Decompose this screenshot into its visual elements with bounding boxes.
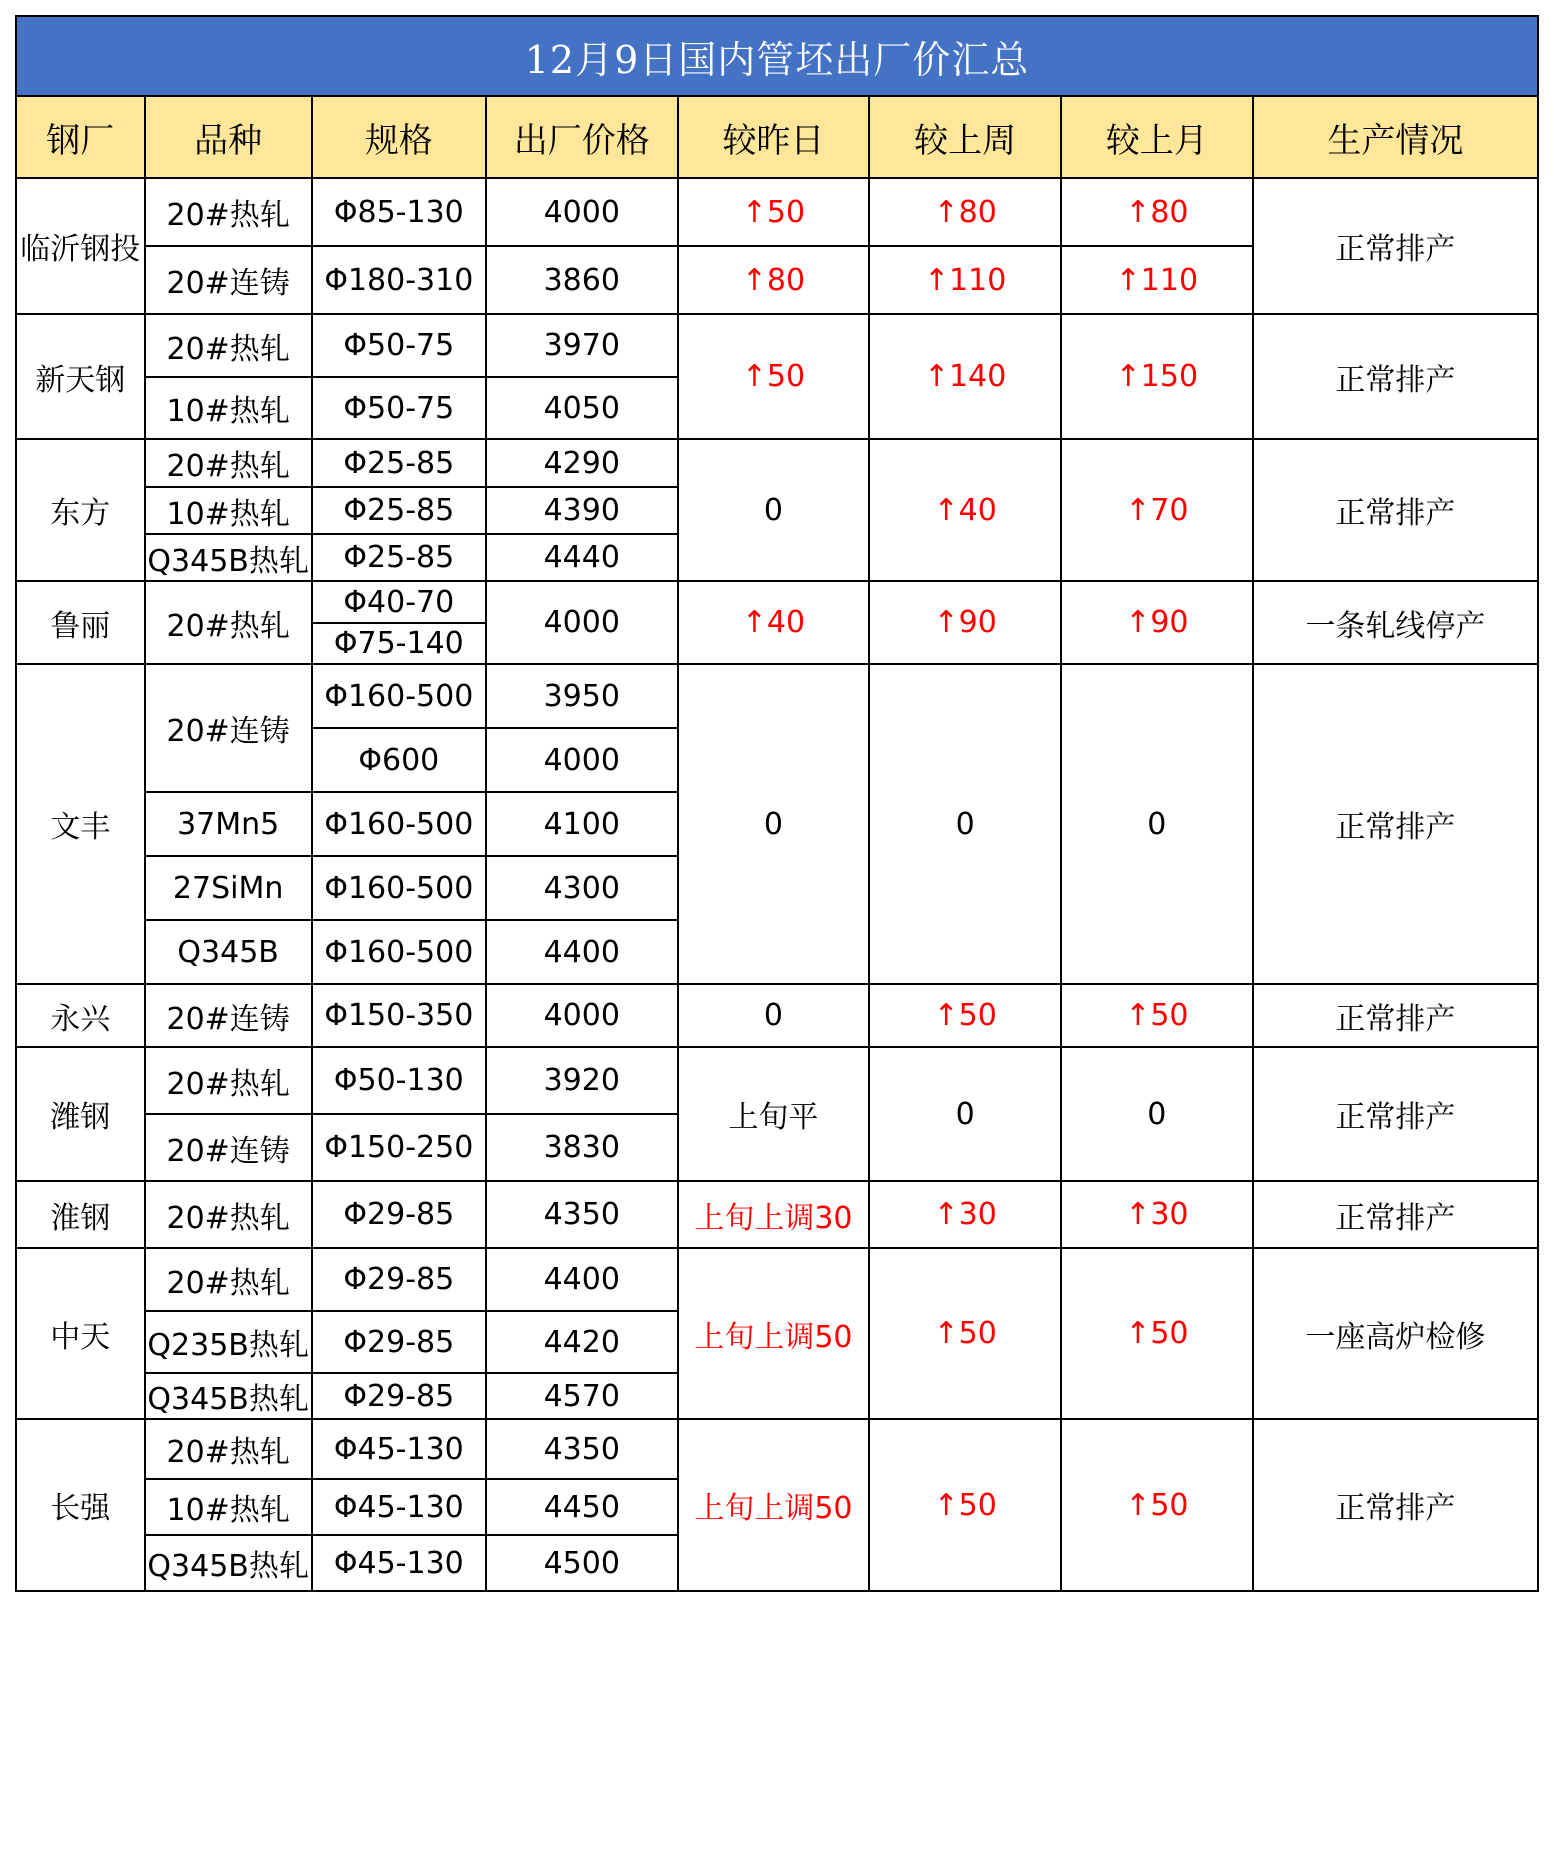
up-arrow-icon: ↑ bbox=[923, 262, 950, 298]
production-status: 正常排产 bbox=[1253, 984, 1538, 1047]
production-status: 一条轧线停产 bbox=[1253, 581, 1538, 664]
production-status: 正常排产 bbox=[1253, 314, 1538, 439]
up-arrow-icon: ↑ bbox=[1125, 998, 1151, 1033]
header-mill: 钢厂 bbox=[16, 96, 145, 178]
change-vs-last-week bbox=[869, 246, 1061, 314]
mill-name: 长强 bbox=[16, 1419, 145, 1591]
change-vs-last-week bbox=[869, 314, 1061, 439]
price-cell: 3970 bbox=[486, 314, 678, 377]
spec-cell: Φ160-500 bbox=[312, 792, 486, 856]
change-vs-yesterday bbox=[678, 439, 870, 581]
price-cell: 4000 bbox=[486, 984, 678, 1047]
change-value: 50 bbox=[766, 359, 806, 394]
table-row bbox=[16, 581, 1538, 623]
change-value: 50 bbox=[958, 1487, 997, 1523]
table-title: 12月9日国内管坯出厂价汇总 bbox=[16, 16, 1538, 96]
price-cell: 4100 bbox=[486, 792, 678, 856]
spec-cell: Φ600 bbox=[312, 728, 486, 792]
spec-cell: Φ50-130 bbox=[312, 1047, 486, 1114]
change-vs-last-month bbox=[1061, 664, 1253, 984]
change-value: 110 bbox=[949, 262, 1007, 298]
table-row bbox=[16, 984, 1538, 1047]
production-status: 正常排产 bbox=[1253, 1047, 1538, 1181]
mill-name: 东方 bbox=[16, 439, 145, 581]
change-vs-last-week bbox=[869, 1419, 1061, 1591]
spec-cell: Φ25-85 bbox=[312, 487, 486, 534]
spec-cell: Φ160-500 bbox=[312, 920, 486, 984]
variety-cell: 10#热轧 bbox=[145, 487, 312, 534]
up-arrow-icon: ↑ bbox=[1125, 605, 1151, 640]
price-cell: 4290 bbox=[486, 439, 678, 487]
header-vs-last-week: 较上周 bbox=[869, 96, 1061, 178]
up-arrow-icon: ↑ bbox=[1125, 1316, 1151, 1351]
change-vs-last-week bbox=[869, 664, 1061, 984]
table-row bbox=[16, 314, 1538, 377]
change-value: 上旬平 bbox=[728, 1100, 819, 1135]
change-value: 40 bbox=[958, 492, 997, 528]
spec-cell: Φ45-130 bbox=[312, 1419, 486, 1479]
spec-cell: Φ29-85 bbox=[312, 1311, 486, 1373]
change-value: 上旬上调50 bbox=[694, 1491, 853, 1526]
mill-name: 新天钢 bbox=[16, 314, 145, 439]
change-value: 80 bbox=[766, 262, 806, 298]
change-value: 上旬上调30 bbox=[694, 1200, 853, 1236]
change-vs-yesterday bbox=[678, 1181, 870, 1248]
spec-cell: Φ150-250 bbox=[312, 1114, 486, 1181]
price-cell: 4000 bbox=[486, 728, 678, 792]
production-status: 正常排产 bbox=[1253, 178, 1538, 314]
change-vs-last-month bbox=[1061, 581, 1253, 664]
change-vs-last-month bbox=[1061, 984, 1253, 1047]
change-vs-last-week bbox=[869, 178, 1061, 246]
change-vs-last-month bbox=[1061, 1047, 1253, 1181]
spec-cell: Φ85-130 bbox=[312, 178, 486, 246]
variety-cell: Q345B热轧 bbox=[145, 1373, 312, 1419]
table-row bbox=[16, 664, 1538, 728]
change-value: 70 bbox=[1150, 492, 1189, 528]
change-vs-yesterday bbox=[678, 1248, 870, 1419]
change-vs-last-month bbox=[1061, 246, 1253, 314]
up-arrow-icon: ↑ bbox=[933, 998, 959, 1033]
up-arrow-icon: ↑ bbox=[1115, 359, 1141, 394]
price-cell: 4440 bbox=[486, 534, 678, 581]
table-row bbox=[16, 1419, 1538, 1479]
price-cell: 3860 bbox=[486, 246, 678, 314]
production-status: 正常排产 bbox=[1253, 664, 1538, 984]
change-vs-yesterday bbox=[678, 581, 870, 664]
change-value: 50 bbox=[958, 1316, 997, 1351]
change-value: 0 bbox=[763, 806, 783, 842]
price-cell: 4400 bbox=[486, 920, 678, 984]
change-vs-yesterday bbox=[678, 314, 870, 439]
change-value: 150 bbox=[1140, 359, 1199, 394]
change-vs-yesterday bbox=[678, 1047, 870, 1181]
spec-cell: Φ45-130 bbox=[312, 1535, 486, 1591]
spec-cell: Φ45-130 bbox=[312, 1479, 486, 1535]
table-row bbox=[16, 439, 1538, 487]
up-arrow-icon: ↑ bbox=[741, 194, 767, 230]
change-value: 30 bbox=[1150, 1197, 1189, 1232]
price-sheet bbox=[15, 15, 1539, 1592]
price-cell: 4570 bbox=[486, 1373, 678, 1419]
spec-cell: Φ25-85 bbox=[312, 534, 486, 581]
mill-name: 临沂钢投 bbox=[16, 178, 145, 314]
up-arrow-icon: ↑ bbox=[741, 605, 767, 640]
variety-cell: 20#热轧 bbox=[145, 178, 312, 246]
table-row bbox=[16, 1047, 1538, 1114]
spec-cell: Φ29-85 bbox=[312, 1248, 486, 1311]
price-cell: 4500 bbox=[486, 1535, 678, 1591]
up-arrow-icon: ↑ bbox=[741, 359, 767, 394]
mill-name: 中天 bbox=[16, 1248, 145, 1419]
variety-cell: 27SiMn bbox=[145, 856, 312, 920]
change-value: 80 bbox=[958, 194, 997, 230]
header-vs-yesterday: 较昨日 bbox=[678, 96, 870, 178]
variety-cell: 20#热轧 bbox=[145, 1248, 312, 1311]
variety-cell: 20#连铸 bbox=[145, 1114, 312, 1181]
spec-cell: Φ160-500 bbox=[312, 664, 486, 728]
price-table bbox=[15, 15, 1539, 1592]
price-cell: 4350 bbox=[486, 1419, 678, 1479]
header-variety: 品种 bbox=[145, 96, 312, 178]
production-status: 正常排产 bbox=[1253, 439, 1538, 581]
price-cell: 3950 bbox=[486, 664, 678, 728]
up-arrow-icon: ↑ bbox=[1125, 1197, 1151, 1232]
change-vs-yesterday bbox=[678, 246, 870, 314]
price-cell: 4390 bbox=[486, 487, 678, 534]
spec-cell: Φ50-75 bbox=[312, 314, 486, 377]
variety-cell: 20#热轧 bbox=[145, 1419, 312, 1479]
price-cell: 4000 bbox=[486, 178, 678, 246]
change-value: 0 bbox=[1147, 1096, 1167, 1132]
change-value: 90 bbox=[958, 605, 997, 640]
variety-cell: 20#热轧 bbox=[145, 581, 312, 664]
up-arrow-icon: ↑ bbox=[933, 1487, 959, 1523]
mill-name: 潍钢 bbox=[16, 1047, 145, 1181]
variety-cell: 37Mn5 bbox=[145, 792, 312, 856]
price-cell: 4450 bbox=[486, 1479, 678, 1535]
change-value: 0 bbox=[763, 492, 783, 528]
variety-cell: Q345B热轧 bbox=[145, 1535, 312, 1591]
price-cell: 4300 bbox=[486, 856, 678, 920]
production-status: 一座高炉检修 bbox=[1253, 1248, 1538, 1419]
variety-cell: 20#热轧 bbox=[145, 1047, 312, 1114]
spec-cell: Φ29-85 bbox=[312, 1373, 486, 1419]
up-arrow-icon: ↑ bbox=[1125, 1487, 1151, 1523]
spec-cell: Φ180-310 bbox=[312, 246, 486, 314]
header-vs-last-month: 较上月 bbox=[1061, 96, 1253, 178]
up-arrow-icon: ↑ bbox=[1125, 194, 1151, 230]
header-price: 出厂价格 bbox=[486, 96, 678, 178]
price-cell: 4420 bbox=[486, 1311, 678, 1373]
up-arrow-icon: ↑ bbox=[933, 1316, 959, 1351]
variety-cell: Q345B bbox=[145, 920, 312, 984]
up-arrow-icon: ↑ bbox=[741, 262, 767, 298]
mill-name: 鲁丽 bbox=[16, 581, 145, 664]
change-value: 30 bbox=[958, 1197, 997, 1232]
change-vs-last-month bbox=[1061, 314, 1253, 439]
change-vs-last-month bbox=[1061, 1419, 1253, 1591]
change-value: 40 bbox=[766, 605, 806, 640]
spec-cell: Φ40-70 bbox=[312, 581, 486, 623]
change-value: 0 bbox=[955, 806, 975, 842]
table-row bbox=[16, 1248, 1538, 1311]
up-arrow-icon: ↑ bbox=[1115, 262, 1141, 298]
change-vs-last-month bbox=[1061, 439, 1253, 581]
mill-name: 淮钢 bbox=[16, 1181, 145, 1248]
variety-cell: 20#连铸 bbox=[145, 984, 312, 1047]
change-value: 110 bbox=[1140, 262, 1199, 298]
change-vs-last-week bbox=[869, 984, 1061, 1047]
spec-cell: Φ29-85 bbox=[312, 1181, 486, 1248]
production-status: 正常排产 bbox=[1253, 1419, 1538, 1591]
spec-cell: Φ160-500 bbox=[312, 856, 486, 920]
change-vs-yesterday bbox=[678, 178, 870, 246]
change-vs-last-month bbox=[1061, 178, 1253, 246]
header-production-status: 生产情况 bbox=[1253, 96, 1538, 178]
change-vs-last-week bbox=[869, 439, 1061, 581]
spec-cell: Φ75-140 bbox=[312, 623, 486, 664]
change-value: 50 bbox=[766, 194, 806, 230]
change-value: 50 bbox=[1150, 1487, 1189, 1523]
change-value: 50 bbox=[958, 998, 997, 1033]
change-vs-last-week bbox=[869, 1248, 1061, 1419]
variety-cell: 20#连铸 bbox=[145, 246, 312, 314]
up-arrow-icon: ↑ bbox=[933, 492, 959, 528]
variety-cell: Q345B热轧 bbox=[145, 534, 312, 581]
change-value: 80 bbox=[1150, 194, 1189, 230]
change-vs-last-month bbox=[1061, 1248, 1253, 1419]
up-arrow-icon: ↑ bbox=[933, 1197, 959, 1232]
change-value: 140 bbox=[949, 359, 1007, 394]
change-value: 90 bbox=[1150, 605, 1189, 640]
change-vs-last-month bbox=[1061, 1181, 1253, 1248]
spec-cell: Φ50-75 bbox=[312, 377, 486, 439]
header-spec: 规格 bbox=[312, 96, 486, 178]
table-row bbox=[16, 178, 1538, 246]
change-vs-yesterday bbox=[678, 984, 870, 1047]
price-cell: 3920 bbox=[486, 1047, 678, 1114]
change-value: 0 bbox=[763, 998, 783, 1033]
price-cell: 3830 bbox=[486, 1114, 678, 1181]
mill-name: 永兴 bbox=[16, 984, 145, 1047]
change-vs-yesterday bbox=[678, 664, 870, 984]
up-arrow-icon: ↑ bbox=[923, 359, 950, 394]
change-value: 0 bbox=[955, 1096, 975, 1132]
change-value: 上旬上调50 bbox=[694, 1319, 853, 1355]
up-arrow-icon: ↑ bbox=[1125, 492, 1151, 528]
price-cell: 4400 bbox=[486, 1248, 678, 1311]
variety-cell: 20#连铸 bbox=[145, 664, 312, 792]
change-vs-yesterday bbox=[678, 1419, 870, 1591]
change-value: 0 bbox=[1147, 806, 1167, 842]
variety-cell: 10#热轧 bbox=[145, 377, 312, 439]
change-vs-last-week bbox=[869, 1047, 1061, 1181]
variety-cell: 20#热轧 bbox=[145, 439, 312, 487]
up-arrow-icon: ↑ bbox=[933, 194, 959, 230]
spec-cell: Φ150-350 bbox=[312, 984, 486, 1047]
spec-cell: Φ25-85 bbox=[312, 439, 486, 487]
table-row bbox=[16, 1181, 1538, 1248]
price-cell: 4350 bbox=[486, 1181, 678, 1248]
variety-cell: 10#热轧 bbox=[145, 1479, 312, 1535]
change-value: 50 bbox=[1150, 1316, 1189, 1351]
production-status: 正常排产 bbox=[1253, 1181, 1538, 1248]
change-vs-last-week bbox=[869, 1181, 1061, 1248]
mill-name: 文丰 bbox=[16, 664, 145, 984]
change-vs-last-week bbox=[869, 581, 1061, 664]
variety-cell: 20#热轧 bbox=[145, 1181, 312, 1248]
variety-cell: 20#热轧 bbox=[145, 314, 312, 377]
price-cell: 4050 bbox=[486, 377, 678, 439]
variety-cell: Q235B热轧 bbox=[145, 1311, 312, 1373]
price-cell: 4000 bbox=[486, 581, 678, 664]
up-arrow-icon: ↑ bbox=[933, 605, 959, 640]
change-value: 50 bbox=[1150, 998, 1189, 1033]
